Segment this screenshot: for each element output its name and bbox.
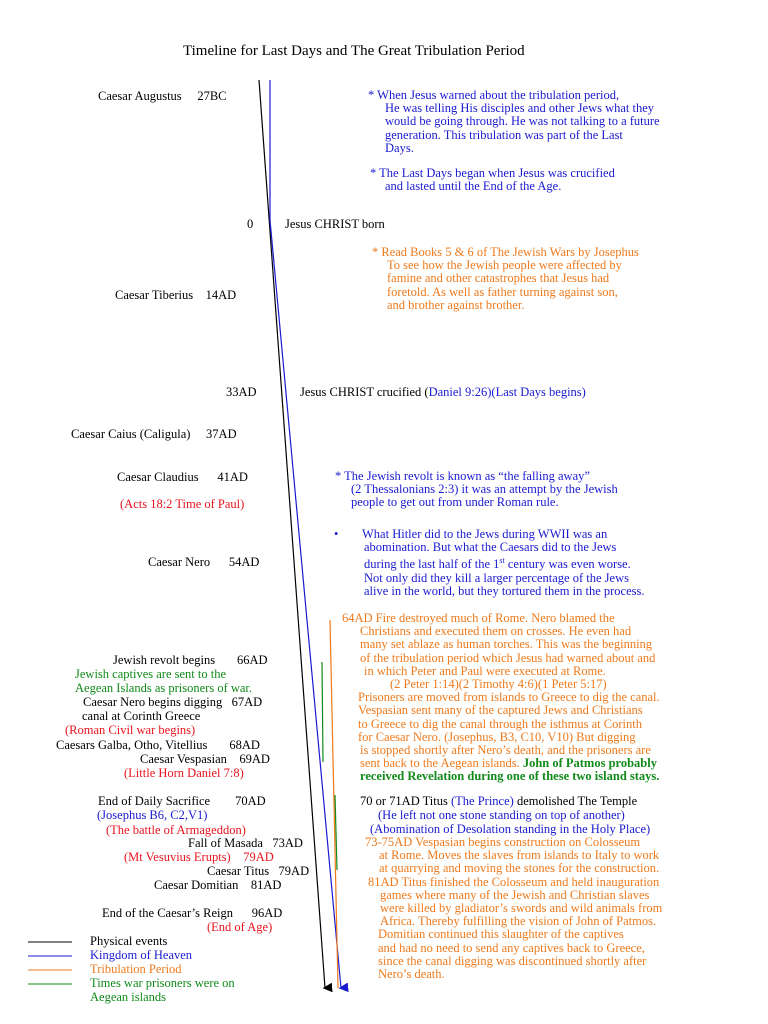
note-last-days: * The Last Days began when Jesus was crucified and lasted until the End of the Age. [370,166,615,194]
event-domitian: Caesar Domitian 81AD [154,878,282,892]
event-nero: Caesar Nero 54AD [148,555,260,569]
note-civil-war: (Roman Civil war begins) [65,723,196,737]
legend-physical: Physical events [90,934,168,948]
event-galba: Caesars Galba, Otho, Vitellius 68AD [56,738,260,752]
note-vesuvius: (Mt Vesuvius Erupts) 79AD [124,850,274,864]
note-josephus-books: * Read Books 5 & 6 of The Jewish Wars by Josephus To see how the Jewish people were affected by famine and other catastrophes that Jesus had foretold. As well as father turning against son, and brother against brother. [372,245,639,312]
note-falling-away: * The Jewish revolt is known as “the falling away” (2 Thessalonians 2:3) it was an attempt by the Jewish people to get out from under Roman rule. [335,469,618,510]
event-crucified: Jesus CHRIST crucified (Daniel 9:26)(Last Days begins) [300,385,586,399]
note-canal: canal at Corinth Greece [82,709,201,723]
note-abomination: (Abomination of Desolation standing in the Holy Place) [370,822,651,836]
legend-prisoners: Times war prisoners were on [90,976,235,990]
event-augustus: Caesar Augustus 27BC [98,89,227,103]
note-captives-2: Aegean Islands as prisoners of war. [75,681,253,695]
event-year-zero: 0 [247,217,254,231]
legend-tribulation: Tribulation Period [90,962,182,976]
note-tribulation-warning: * When Jesus warned about the tribulation period, He was telling His disciples and other Jews what they would be going through. He was not talking to a future generation. This tribulation was part of the Last Days. [368,88,660,155]
event-canal: Caesar Nero begins digging 67AD [83,695,263,709]
event-end-reign: End of the Caesar’s Reign 96AD [102,906,283,920]
note-hitler-bullet: • [334,527,339,541]
event-jesus-born: Jesus CHRIST born [285,217,385,231]
note-acts: (Acts 18:2 Time of Paul) [120,497,245,511]
note-temple: 70 or 71AD Titus (The Prince) demolished The Temple [360,794,638,808]
event-claudius: Caesar Claudius 41AD [117,470,248,484]
page-title: Timeline for Last Days and The Great Tribulation Period [183,43,525,59]
note-josephus: (Josephus B6, C2,V1) [97,808,208,822]
note-temple-stones: (He left not one stone standing on top of another) [378,808,625,822]
event-revolt: Jewish revolt begins 66AD [113,653,268,667]
tribulation-line [330,620,338,988]
note-colosseum: 73-75AD Vespasian begins construction on Colosseum at Rome. Moves the slaves from islands to Italy to work at quarrying and moving the stones for the construction. 81AD Titus finished the Colosseum and held inauguration games where many of the Jewish and Christian slaves were killed by gladiator’s swords and wild animals from Africa. Thereby fulfilling the vision of John of Patmos. Domitian continued this slaughter of the captives and had no need to send any captives back to Greece, since the canal digging was discontinued shortly after Nero’s death. [365,835,663,982]
event-33ad: 33AD [226,385,257,399]
event-masada: Fall of Masada 73AD [188,836,303,850]
event-vespasian: Caesar Vespasian 69AD [140,752,270,766]
note-end-of-age: (End of Age) [207,920,273,934]
prisoner-line-1 [322,662,323,762]
event-titus: Caesar Titus 79AD [207,864,310,878]
note-captives-1: Jewish captives are sent to the [75,667,226,681]
note-hitler: What Hitler did to the Jews during WWII was an abomination. But what the Caesars did to the Jews during the last half of the 1st century was even worse. Not only did they kill a larger percentage of the Jews alive in the world, but they tortured them in the process. [362,527,645,598]
legend-kingdom: Kingdom of Heaven [90,948,193,962]
legend-prisoners-2: Aegean islands [90,990,167,1004]
note-armageddon: (The battle of Armageddon) [106,823,246,837]
event-daily-sacrifice: End of Daily Sacrifice 70AD [98,794,266,808]
event-tiberius: Caesar Tiberius 14AD [115,288,237,302]
event-caligula: Caesar Caius (Caligula) 37AD [71,427,237,441]
note-fire-rome: 64AD Fire destroyed much of Rome. Nero blamed the Christians and executed them on crosses. He even had many set ablaze as human torches. This was the beginning of the tribulation period which Jesus had warned about and in which Peter and Paul were executed at Rome. (2 Peter 1:14)(2 Timothy 4:6)(1 Peter 5:17) Prisoners are moved from islands to Greece to dig the canal. Vespasian sent many of the captured Jews and Christians to Greece to dig the canal through the isthmus at Corinth for Caesar Nero. (Josephus, B3, C10, V10) But digging is stopped shortly after Nero’s death, and the prisoners are sent back to the Aegean islands. John of Patmos probably received Revelation during one of these two island stays. [342,611,660,784]
note-little-horn: (Little Horn Daniel 7:8) [124,766,244,780]
